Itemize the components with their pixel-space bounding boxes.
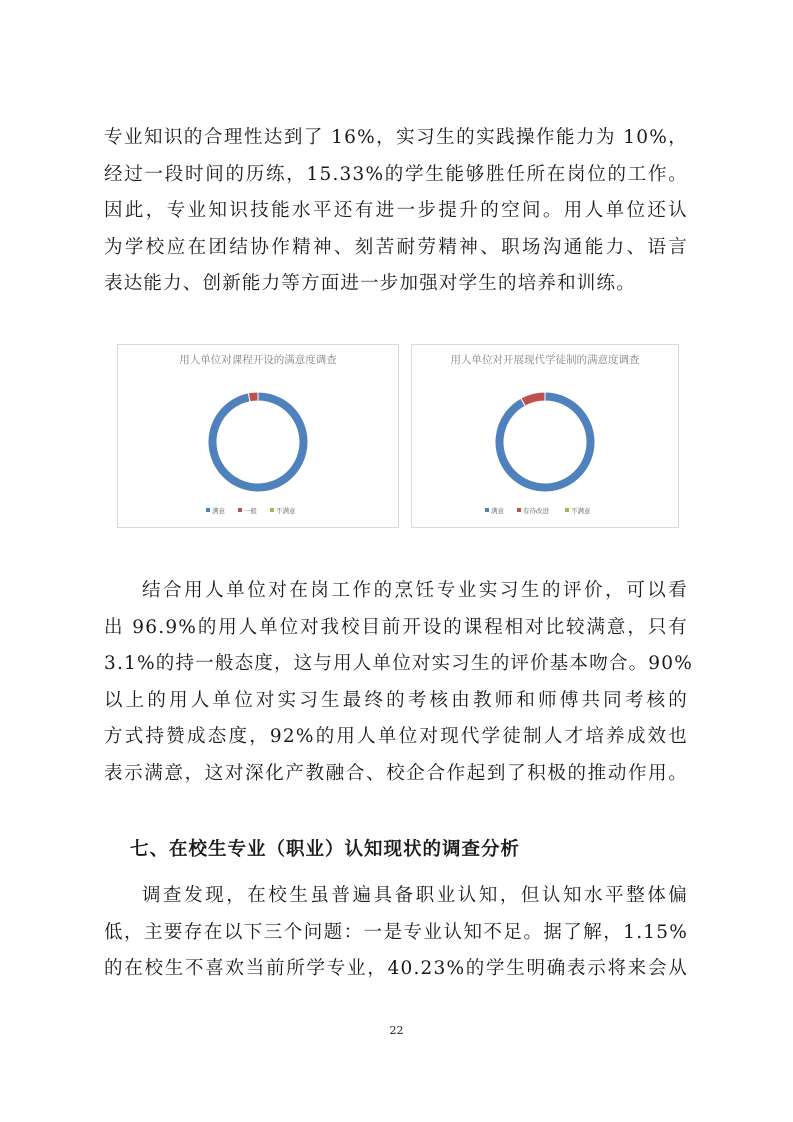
text-line: 的在校生不喜欢当前所学专业，40.23%的学生明确表示将来会从: [104, 958, 688, 979]
legend-swatch: [238, 508, 242, 512]
legend-label: 满意: [212, 507, 225, 515]
legend-label: 满意: [491, 507, 504, 515]
text-line: 低，主要存在以下三个问题：一是专业认知不足。据了解，1.15%: [104, 921, 688, 943]
donut-slice-有待改进: [521, 392, 545, 406]
legend-label: 一般: [244, 507, 257, 515]
legend-label: 有待改进: [523, 507, 549, 515]
donut-chart: [412, 345, 678, 527]
text-line: 因此，专业知识技能水平还有进一步提升的空间。用人单位还认: [104, 200, 688, 221]
text-line: 方式持赞成态度，92%的用人单位对现代学徒制人才培养成效也: [104, 726, 688, 747]
donut-slice-满意: [495, 392, 595, 492]
text-line: 表示满意，这对深化产教融合、校企合作起到了积极的推动作用。: [104, 762, 688, 784]
chart-course-satisfaction: [117, 344, 399, 528]
text-line: 专业知识的合理性达到了 16%，实习生的实践操作能力为 10%，: [104, 127, 688, 148]
donut-slice-一般: [248, 392, 258, 402]
legend-swatch: [270, 508, 274, 512]
legend-label: 不满意: [571, 507, 591, 515]
paragraph-2: [104, 573, 694, 792]
legend-swatch: [206, 508, 210, 512]
legend-swatch: [517, 508, 521, 512]
donut-chart: [118, 345, 398, 527]
paragraph-3: [104, 878, 688, 988]
text-line: 结合用人单位对在岗工作的烹饪专业实习生的评价，可以看: [142, 580, 688, 601]
text-line: 以上的用人单位对实习生最终的考核由教师和师傅共同考核的: [104, 689, 688, 711]
chart-title: 用人单位对课程开设的满意度调查: [179, 354, 337, 366]
text-line: 为学校应在团结协作精神、刻苦耐劳精神、职场沟通能力、语言: [104, 236, 688, 258]
text-line: 出 96.9%的用人单位对我校目前开设的课程相对比较满意，只有: [104, 616, 688, 638]
text-line: 表达能力、创新能力等方面进一步加强对学生的培养和训练。: [104, 273, 636, 294]
legend-label: 不满意: [276, 507, 296, 515]
paragraph-1: [104, 120, 688, 303]
chart-apprenticeship-satisfaction: [411, 344, 679, 528]
text-line: 调查发现，在校生虽普遍具备职业认知，但认知水平整体偏: [142, 885, 688, 906]
chart-title: 用人单位对开展现代学徒制的满意度调查: [450, 354, 640, 366]
legend-swatch: [485, 508, 489, 512]
text-line: 3.1%的持一般态度，这与用人单位对实习生的评价基本吻合。90%: [104, 653, 694, 674]
page-number: 22: [389, 1024, 404, 1037]
legend-swatch: [565, 508, 569, 512]
text-line: 经过一段时间的历练，15.33%的学生能够胜任所在岗位的工作。: [104, 163, 688, 185]
donut-slice-满意: [208, 392, 308, 492]
section-heading: 七、在校生专业（职业）认知现状的调查分析: [130, 839, 521, 860]
